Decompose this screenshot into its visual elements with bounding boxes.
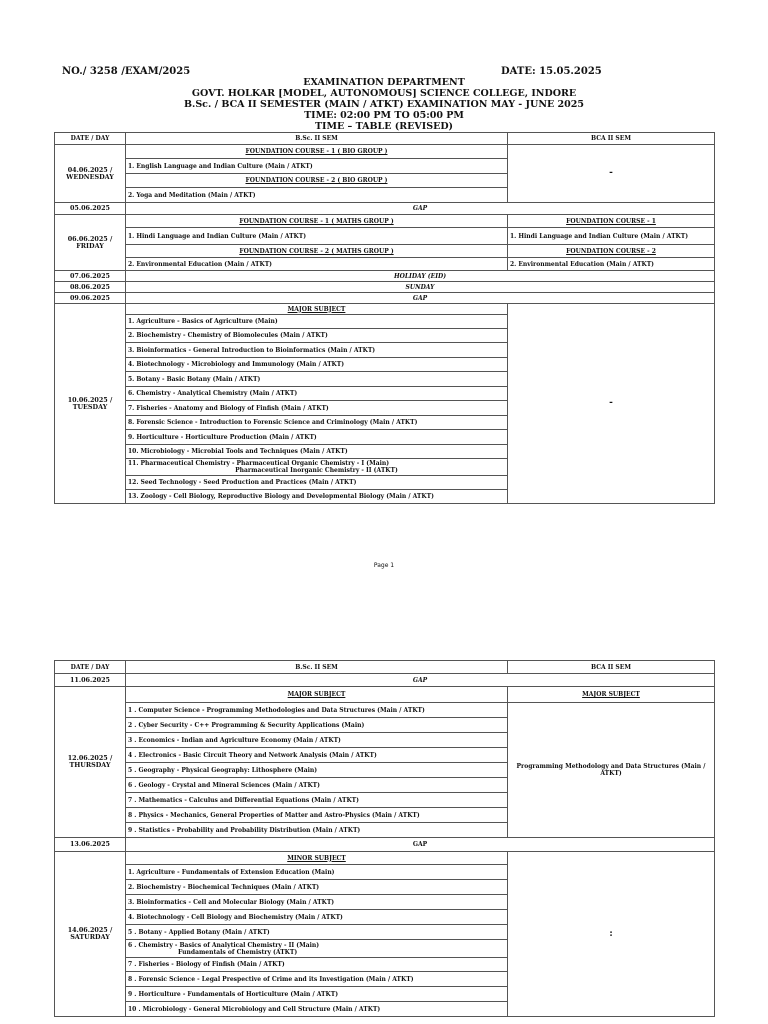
- date-cell: 07.06.2025: [55, 271, 126, 282]
- subject-item: 4. Biotechnology - Cell Biology and Biochemistry (Main / ATKT): [126, 910, 508, 925]
- column-header-bsc: B.Sc. II SEM: [126, 661, 508, 674]
- bca-foundation-heading: FOUNDATION COURSE - 2: [508, 245, 715, 258]
- bca-empty-cell: -: [508, 304, 715, 504]
- table-row: [55, 258, 715, 271]
- sunday-label: SUNDAY: [126, 282, 715, 293]
- column-header-bsc: B.Sc. II SEM: [126, 133, 508, 145]
- minor-subject-heading: MINOR SUBJECT: [126, 852, 508, 865]
- subject-item: 9. Horticulture - Horticulture Production (Main / ATKT): [126, 430, 508, 445]
- date-cell: 10.06.2025 / TUESDAY: [55, 304, 126, 504]
- foundation-course-heading: FOUNDATION COURSE - 1 ( BIO GROUP ): [126, 145, 508, 159]
- department-title: EXAMINATION DEPARTMENT: [303, 77, 465, 88]
- subject-item: 6 . Geology - Crystal and Mineral Sciences (Main / ATKT): [126, 778, 508, 793]
- subject-item: 7 . Mathematics - Calculus and Differential Equations (Main / ATKT): [126, 793, 508, 808]
- subject-item-line-2: Fundamentals of Chemistry (ATKT): [178, 948, 298, 956]
- column-header-bca: BCA II SEM: [508, 133, 715, 145]
- subject-item: 10 . Microbiology - General Microbiology and Cell Structure (Main / ATKT): [126, 1002, 508, 1017]
- date-cell: 08.06.2025: [55, 282, 126, 293]
- date-cell: 13.06.2025: [55, 838, 126, 852]
- bca-major-subject-heading: MAJOR SUBJECT: [508, 687, 715, 703]
- table-header-row: [55, 133, 715, 145]
- date-cell: 14.06.2025 / SATURDAY: [55, 852, 126, 1017]
- table-row: [55, 838, 715, 852]
- subject-item: 1. English Language and Indian Culture (Main / ATKT): [126, 159, 508, 174]
- date-cell: 11.06.2025: [55, 674, 126, 687]
- table-row: [55, 674, 715, 687]
- bca-empty-cell: :: [508, 852, 715, 1017]
- subject-item: 13. Zoology - Cell Biology, Reproductive Biology and Developmental Biology (Main / ATKT): [126, 490, 508, 504]
- subject-item: 1 . Computer Science - Programming Methodologies and Data Structures (Main / ATKT): [126, 703, 508, 718]
- subject-item: 5. Botany - Basic Botany (Main / ATKT): [126, 372, 508, 387]
- gap-label: GAP: [126, 838, 715, 852]
- subject-item: 3. Bioinformatics - Cell and Molecular Biology (Main / ATKT): [126, 895, 508, 910]
- subject-item: 4. Biotechnology - Microbiology and Immunology (Main / ATKT): [126, 358, 508, 372]
- subject-item: 10. Microbiology - Microbial Tools and Techniques (Main / ATKT): [126, 445, 508, 459]
- subject-item: 9 . Statistics - Probability and Probability Distribution (Main / ATKT): [126, 823, 508, 838]
- table-row: [55, 293, 715, 304]
- college-name: GOVT. HOLKAR [MODEL, AUTONOMOUS] SCIENCE COLLEGE, INDORE: [191, 88, 577, 99]
- bca-foundation-heading: FOUNDATION COURSE - 1: [508, 215, 715, 228]
- bca-empty-cell: -: [508, 145, 715, 203]
- subject-item-line-1: 6 . Chemistry - Basics of Analytical Chemistry - II (Main): [128, 941, 320, 949]
- exam-title: B.Sc. / BCA II SEMESTER (MAIN / ATKT) EXAMINATION MAY - JUNE 2025: [183, 99, 584, 110]
- table-row: [55, 687, 715, 703]
- subject-item: 4 . Electronics - Basic Circuit Theory and Network Analysis (Main / ATKT): [126, 748, 508, 763]
- table-row: [55, 245, 715, 258]
- subject-item: 8 . Physics - Mechanics, General Properties of Matter and Astro-Physics (Main / ATKT): [126, 808, 508, 823]
- subject-item: 7. Fisheries - Anatomy and Biology of Finfish (Main / ATKT): [126, 401, 508, 416]
- timetable-page-2: [54, 660, 715, 1017]
- subject-item: 3. Bioinformatics - General Introduction to Bioinformatics (Main / ATKT): [126, 343, 508, 358]
- subject-item: 8 . Forensic Science - Legal Prespective of Crime and its Investigation (Main / ATKT): [126, 972, 508, 987]
- date-cell: 04.06.2025 / WEDNESDAY: [55, 145, 126, 203]
- subject-item: 7 . Fisheries - Biology of Finfish (Main / ATKT): [126, 958, 508, 972]
- page-number: Page 1: [373, 562, 395, 569]
- table-row: [55, 703, 715, 718]
- table-row: [55, 852, 715, 865]
- table-row: [55, 282, 715, 293]
- foundation-course-heading: FOUNDATION COURSE - 1 ( MATHS GROUP ): [126, 215, 508, 228]
- holiday-label: HOLIDAY (EID): [126, 271, 715, 282]
- column-header-date: DATE / DAY: [55, 661, 126, 674]
- gap-label: GAP: [126, 203, 715, 215]
- subject-item: 2. Biochemistry - Chemistry of Biomolecules (Main / ATKT): [126, 329, 508, 343]
- table-row: [55, 203, 715, 215]
- gap-label: GAP: [126, 293, 715, 304]
- table-row: [55, 304, 715, 315]
- issue-date: DATE: 15.05.2025: [501, 66, 602, 77]
- column-header-date: DATE / DAY: [55, 133, 126, 145]
- subject-item: 8. Forensic Science - Introduction to Forensic Science and Criminology (Main / ATKT): [126, 416, 508, 430]
- subject-item: 5 . Geography - Physical Geography: Lithosphere (Main): [126, 763, 508, 778]
- subject-item: 6. Chemistry - Analytical Chemistry (Main / ATKT): [126, 387, 508, 401]
- foundation-course-heading: FOUNDATION COURSE - 2 ( MATHS GROUP ): [126, 245, 508, 258]
- bca-subject-item: Programming Methodology and Data Structures (Main / ATKT): [508, 703, 715, 838]
- date-cell: 09.06.2025: [55, 293, 126, 304]
- table-row: [55, 271, 715, 282]
- subject-item: [126, 940, 508, 958]
- page-separator: [0, 610, 768, 650]
- major-subject-heading: MAJOR SUBJECT: [126, 304, 508, 315]
- column-header-bca: BCA II SEM: [508, 661, 715, 674]
- foundation-course-heading: FOUNDATION COURSE - 2 ( BIO GROUP ): [126, 174, 508, 188]
- subject-item: 12. Seed Technology - Seed Production and Practices (Main / ATKT): [126, 476, 508, 490]
- timetable-page-1: [54, 132, 715, 504]
- subject-item: 1. Agriculture - Basics of Agriculture (Main): [126, 315, 508, 329]
- subject-item: 1. Hindi Language and Indian Culture (Main / ATKT): [126, 228, 508, 245]
- gap-label: GAP: [126, 674, 715, 687]
- subject-item: 2. Environmental Education (Main / ATKT): [126, 258, 508, 271]
- subject-item-line-2: Pharmaceutical Inorganic Chemistry - II (ATKT): [235, 467, 398, 474]
- subject-item: 5 . Botany - Applied Botany (Main / ATKT): [126, 925, 508, 940]
- table-row: [55, 215, 715, 228]
- subject-item: 2. Yoga and Meditation (Main / ATKT): [126, 188, 508, 203]
- bca-subject-item: 1. Hindi Language and Indian Culture (Main / ATKT): [508, 228, 715, 245]
- subject-item: 1. Agriculture - Fundamentals of Extension Education (Main): [126, 865, 508, 880]
- reference-number: NO./ 3258 /EXAM/2025: [62, 66, 191, 77]
- exam-time: TIME: 02:00 PM TO 05:00 PM: [304, 110, 464, 121]
- subject-item: [126, 459, 508, 476]
- subject-item: 2 . Cyber Security - C++ Programming & Security Applications (Main): [126, 718, 508, 733]
- subject-item: 3 . Economics - Indian and Agriculture Economy (Main / ATKT): [126, 733, 508, 748]
- date-cell: 12.06.2025 / THURSDAY: [55, 687, 126, 838]
- table-row: [55, 228, 715, 245]
- subject-item: 2. Biochemistry - Biochemical Techniques (Main / ATKT): [126, 880, 508, 895]
- bca-subject-item: 2. Environmental Education (Main / ATKT): [508, 258, 715, 271]
- major-subject-heading: MAJOR SUBJECT: [126, 687, 508, 703]
- subject-item-line-1: 11. Pharmaceutical Chemistry - Pharmaceutical Organic Chemistry - I (Main): [128, 460, 390, 467]
- date-cell: 05.06.2025: [55, 203, 126, 215]
- table-row: [55, 145, 715, 159]
- subject-item: 9 . Horticulture - Fundamentals of Horticulture (Main / ATKT): [126, 987, 508, 1002]
- timetable-title: TIME – TABLE (REVISED): [314, 121, 454, 132]
- date-cell: 06.06.2025 / FRIDAY: [55, 215, 126, 271]
- table-header-row: [55, 661, 715, 674]
